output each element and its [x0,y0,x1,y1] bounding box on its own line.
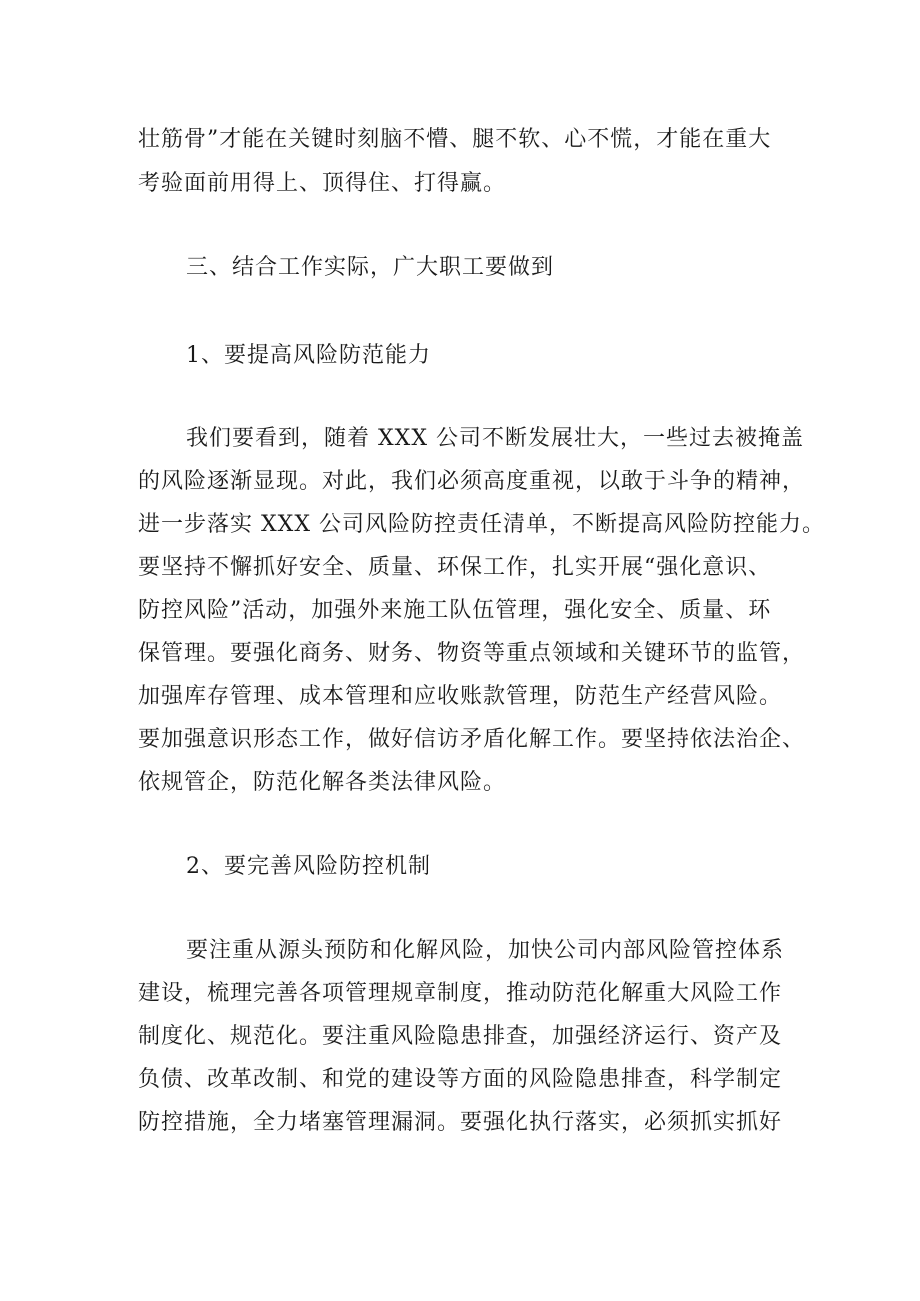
subsection-1-line-7: 加强库存管理、成本管理和应收账款管理，防范生产经营风险。 [138,684,783,709]
subsection-2-line-1: 要注重从源头预防和化解风险，加快公司内部风险管控体系 [186,938,785,963]
subsection-1-line-4: 要坚持不懈抓好安全、质量、环保工作，扎实开展“强化意识、 [138,555,772,580]
subsection-1-line-6: 保管理。要强化商务、财务、物资等重点领域和关键环节的监管， [138,641,806,666]
subsection-2-line-3: 制度化、规范化。要注重风险隐患排查，加强经济运行、资产及 [138,1024,783,1049]
subsection-1-line-3: 进一步落实 XXX 公司风险防控责任清单，不断提高风险防控能力。 [138,512,825,537]
intro-line-2: 考验面前用得上、顶得住、打得赢。 [138,171,507,196]
intro-line-1: 壮筋骨”才能在关键时刻脑不懵、腿不软、心不慌，才能在重大 [138,127,772,152]
subsection-2-line-4: 负债、改革改制、和党的建设等方面的风险隐患排查，科学制定 [138,1067,783,1092]
subsection-1-line-1: 我们要看到，随着 XXX 公司不断发展壮大，一些过去被掩盖 [186,426,804,451]
subsection-2-line-5: 防控措施，全力堵塞管理漏洞。要强化执行落实，必须抓实抓好 [138,1110,783,1135]
subsection-1-line-8: 要加强意识形态工作，做好信访矛盾化解工作。要坚持依法治企、 [138,727,806,752]
subsection-1-line-9: 依规管企，防范化解各类法律风险。 [138,770,507,795]
subsection-2-heading: 2、要完善风险防控机制 [186,854,431,879]
subsection-1-line-5: 防控风险”活动，加强外来施工队伍管理，强化安全、质量、环 [138,598,772,623]
section-heading: 三、结合工作实际，广大职工要做到 [186,255,555,280]
subsection-1-line-2: 的风险逐渐显现。对此，我们必须高度重视，以敢于斗争的精神， [138,469,806,494]
subsection-2-line-2: 建设，梳理完善各项管理规章制度，推动防范化解重大风险工作 [138,981,783,1006]
subsection-1-heading: 1、要提高风险防范能力 [186,343,431,368]
